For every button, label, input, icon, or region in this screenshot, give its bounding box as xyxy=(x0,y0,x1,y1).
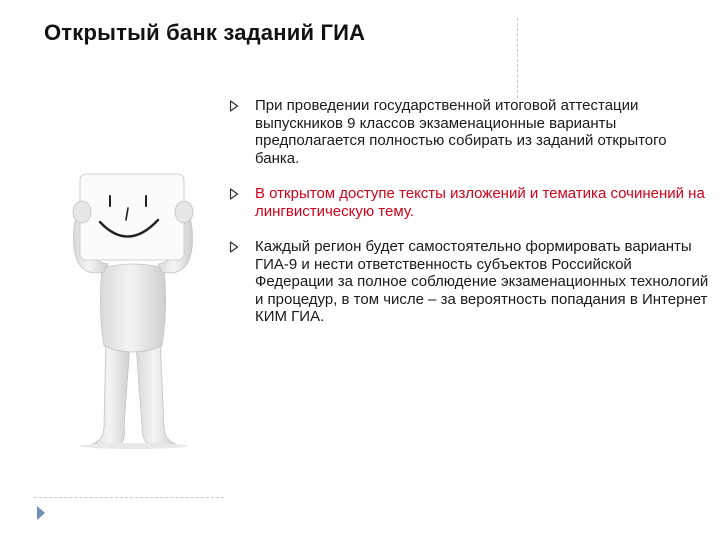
horizontal-divider xyxy=(34,497,224,498)
arrow-right-icon xyxy=(229,241,239,253)
vertical-divider xyxy=(517,18,518,98)
corner-arrow-icon xyxy=(36,505,46,521)
arrow-right-icon xyxy=(229,100,239,112)
slide-title: Открытый банк заданий ГИА xyxy=(44,20,366,45)
bullet-text: При проведении государственной итоговой аттестации выпускников 9 классов экзаменационные варианты предполагается полностью собирать из заданий открытого банка. xyxy=(255,97,667,167)
bullet-list xyxy=(229,97,709,326)
bullet-text: Каждый регион будет самостоятельно формировать варианты ГИА-9 и нести ответственность субъектов Российской Федерации за полное соблюдение экзаменационных технологий и процедур, в том числе – за вероятность попадания в Интернет КИМ ГИА. xyxy=(255,238,709,325)
arrow-right-icon xyxy=(229,188,239,200)
bullet-item-2 xyxy=(229,185,709,220)
bullet-text: В открытом доступе тексты изложений и тематика сочинений на лингвистическую тему. xyxy=(255,185,705,220)
bullet-item-3 xyxy=(229,238,709,326)
smiley-mask-figure-icon xyxy=(48,168,218,450)
bullet-item-1 xyxy=(229,97,709,167)
